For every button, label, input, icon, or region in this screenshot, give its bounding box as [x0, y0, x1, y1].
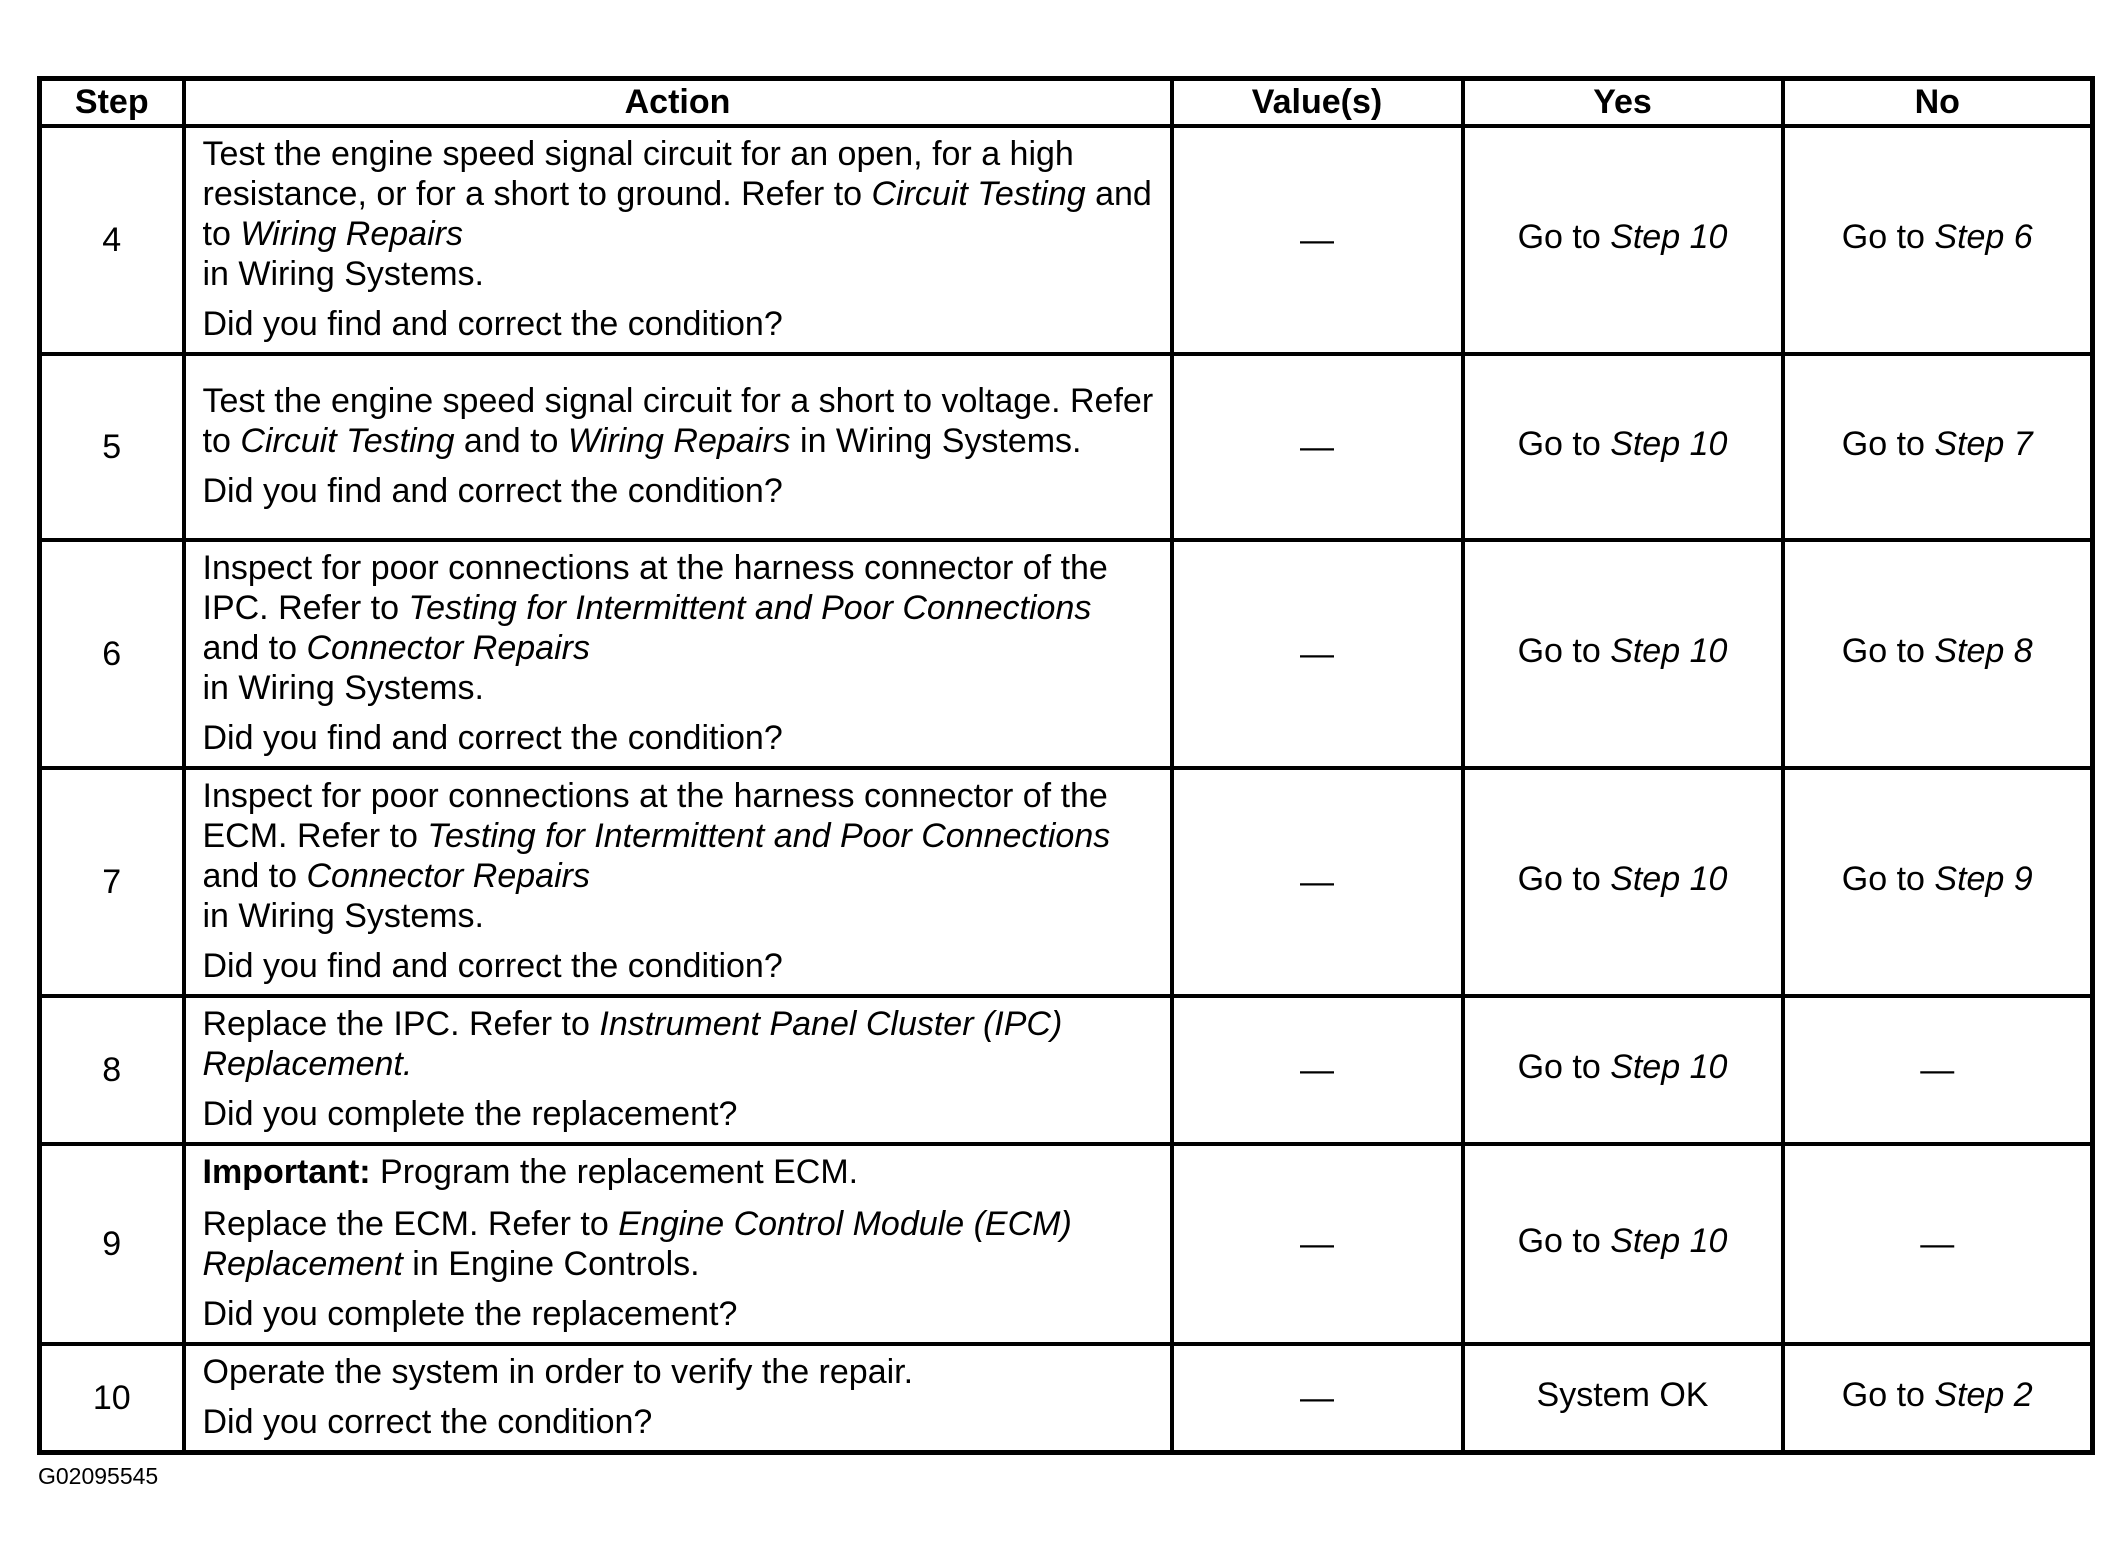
action-question: Did you find and correct the condition?	[202, 947, 783, 985]
header-row	[40, 79, 2093, 127]
reference-text: Connector Repairs	[306, 857, 590, 895]
no-result	[1783, 540, 2093, 768]
yes-result	[1463, 540, 1783, 768]
action-instruction	[203, 1352, 1156, 1392]
value-cell: —	[1172, 1344, 1463, 1453]
header-yes: Yes	[1463, 79, 1783, 127]
no-result	[1783, 996, 2093, 1144]
step-number: 9	[40, 1144, 184, 1344]
text-run: —	[1920, 1051, 1955, 1089]
value-cell: —	[1172, 996, 1463, 1144]
text-run: Go to	[1841, 860, 1935, 898]
text-run: Replace the IPC. Refer to	[202, 1005, 600, 1043]
action-instruction	[203, 548, 1156, 708]
text-run: Go to	[1517, 218, 1611, 256]
reference-text: Step 9	[1934, 860, 2033, 898]
action-cell	[184, 126, 1172, 354]
step-number: 8	[40, 996, 184, 1144]
header-no: No	[1783, 79, 2093, 127]
action-question: Did you find and correct the condition?	[202, 472, 783, 510]
action-instruction	[203, 776, 1156, 936]
no-result	[1783, 1144, 2093, 1344]
action-instruction	[203, 381, 1156, 461]
action-cell	[184, 354, 1172, 540]
no-result	[1783, 1344, 2093, 1453]
text-run: in Wiring Systems.	[202, 255, 484, 293]
text-run: and to	[454, 422, 568, 460]
text-run: Go to	[1841, 218, 1935, 256]
reference-text: Engine Control Module (ECM) Replacement	[202, 1205, 1072, 1283]
table-row	[40, 126, 2093, 354]
no-result	[1783, 126, 2093, 354]
header-action: Action	[184, 79, 1172, 127]
value-cell: —	[1172, 1144, 1463, 1344]
text-run: Go to	[1841, 425, 1935, 463]
reference-text: Step 10	[1610, 632, 1728, 670]
text-run: and to	[202, 175, 1152, 253]
text-run: Inspect for poor connections at the harness connector of the IPC. Refer to	[202, 549, 1108, 627]
table-body	[40, 126, 2093, 1453]
value-cell: —	[1172, 768, 1463, 996]
header-values: Value(s)	[1172, 79, 1463, 127]
text-run: and to	[202, 629, 307, 667]
no-result	[1783, 354, 2093, 540]
action-instruction	[203, 1204, 1156, 1284]
text-run: Go to	[1841, 1376, 1935, 1414]
text-run: in Wiring Systems.	[202, 897, 484, 935]
text-run: in Wiring Systems.	[790, 422, 1082, 460]
action-cell	[184, 768, 1172, 996]
value-cell: —	[1172, 126, 1463, 354]
step-number: 10	[40, 1344, 184, 1453]
action-question: Did you complete the replacement?	[202, 1095, 738, 1133]
text-run: Go to	[1517, 1222, 1611, 1260]
no-result	[1783, 768, 2093, 996]
yes-result	[1463, 996, 1783, 1144]
reference-text: Instrument Panel Cluster (IPC) Replacement.	[202, 1005, 1063, 1083]
action-question: Did you complete the replacement?	[202, 1295, 738, 1333]
yes-result	[1463, 1344, 1783, 1453]
reference-text: Circuit Testing	[240, 422, 455, 460]
text-run: Go to	[1517, 860, 1611, 898]
text-run: Go to	[1841, 632, 1935, 670]
action-instruction	[203, 134, 1156, 294]
reference-text: Step 2	[1934, 1376, 2033, 1414]
reference-text: Step 6	[1934, 218, 2033, 256]
step-number: 5	[40, 354, 184, 540]
text-run: System OK	[1536, 1376, 1709, 1414]
text-run: in Engine Controls.	[402, 1245, 700, 1283]
text-run: Operate the system in order to verify the repair.	[202, 1353, 914, 1391]
reference-text: Wiring Repairs	[567, 422, 791, 460]
text-run: Replace the ECM. Refer to	[202, 1205, 619, 1243]
table-row	[40, 540, 2093, 768]
text-run: Go to	[1517, 1048, 1611, 1086]
value-cell: —	[1172, 540, 1463, 768]
reference-text: Step 10	[1610, 218, 1728, 256]
reference-text: Step 10	[1610, 1048, 1728, 1086]
text-run: Inspect for poor connections at the harness connector of the ECM. Refer to	[202, 777, 1108, 855]
important-note	[203, 1152, 1156, 1192]
table-row	[40, 354, 2093, 540]
text-run: Test the engine speed signal circuit for a short to voltage. Refer to	[202, 382, 1154, 460]
header-step: Step	[40, 79, 184, 127]
reference-text: Circuit Testing	[871, 175, 1086, 213]
value-cell: —	[1172, 354, 1463, 540]
yes-result	[1463, 126, 1783, 354]
reference-text: Connector Repairs	[306, 629, 590, 667]
action-cell	[184, 996, 1172, 1144]
text-run: Go to	[1517, 425, 1611, 463]
action-question: Did you find and correct the condition?	[202, 305, 783, 343]
diagnostic-table	[37, 76, 2095, 1455]
yes-result	[1463, 768, 1783, 996]
action-cell	[184, 1144, 1172, 1344]
action-question: Did you correct the condition?	[202, 1403, 653, 1441]
reference-text: Step 7	[1934, 425, 2033, 463]
figure-id: G02095545	[38, 1463, 159, 1489]
yes-result	[1463, 1144, 1783, 1344]
text-run: Test the engine speed signal circuit for an open, for a high resistance, or for a short to ground. Refer to	[202, 135, 1074, 213]
text-run: Program the replacement ECM.	[370, 1153, 859, 1191]
table-row	[40, 1344, 2093, 1453]
text-run: Go to	[1517, 632, 1611, 670]
reference-text: Wiring Repairs	[240, 215, 463, 253]
text-run: in Wiring Systems.	[202, 669, 484, 707]
text-run: —	[1920, 1225, 1955, 1263]
reference-text: Testing for Intermittent and Poor Connections	[408, 589, 1092, 627]
table-row	[40, 768, 2093, 996]
reference-text: Testing for Intermittent and Poor Connections	[427, 817, 1111, 855]
yes-result	[1463, 354, 1783, 540]
step-number: 4	[40, 126, 184, 354]
important-label: Important:	[202, 1153, 371, 1191]
reference-text: Step 10	[1610, 1222, 1728, 1260]
reference-text: Step 8	[1934, 632, 2033, 670]
action-cell	[184, 1344, 1172, 1453]
step-number: 6	[40, 540, 184, 768]
action-instruction	[203, 1004, 1156, 1084]
action-cell	[184, 540, 1172, 768]
table-row	[40, 996, 2093, 1144]
reference-text: Step 10	[1610, 860, 1728, 898]
table-row	[40, 1144, 2093, 1344]
reference-text: Step 10	[1610, 425, 1728, 463]
text-run: and to	[202, 857, 307, 895]
step-number: 7	[40, 768, 184, 996]
action-question: Did you find and correct the condition?	[202, 719, 783, 757]
